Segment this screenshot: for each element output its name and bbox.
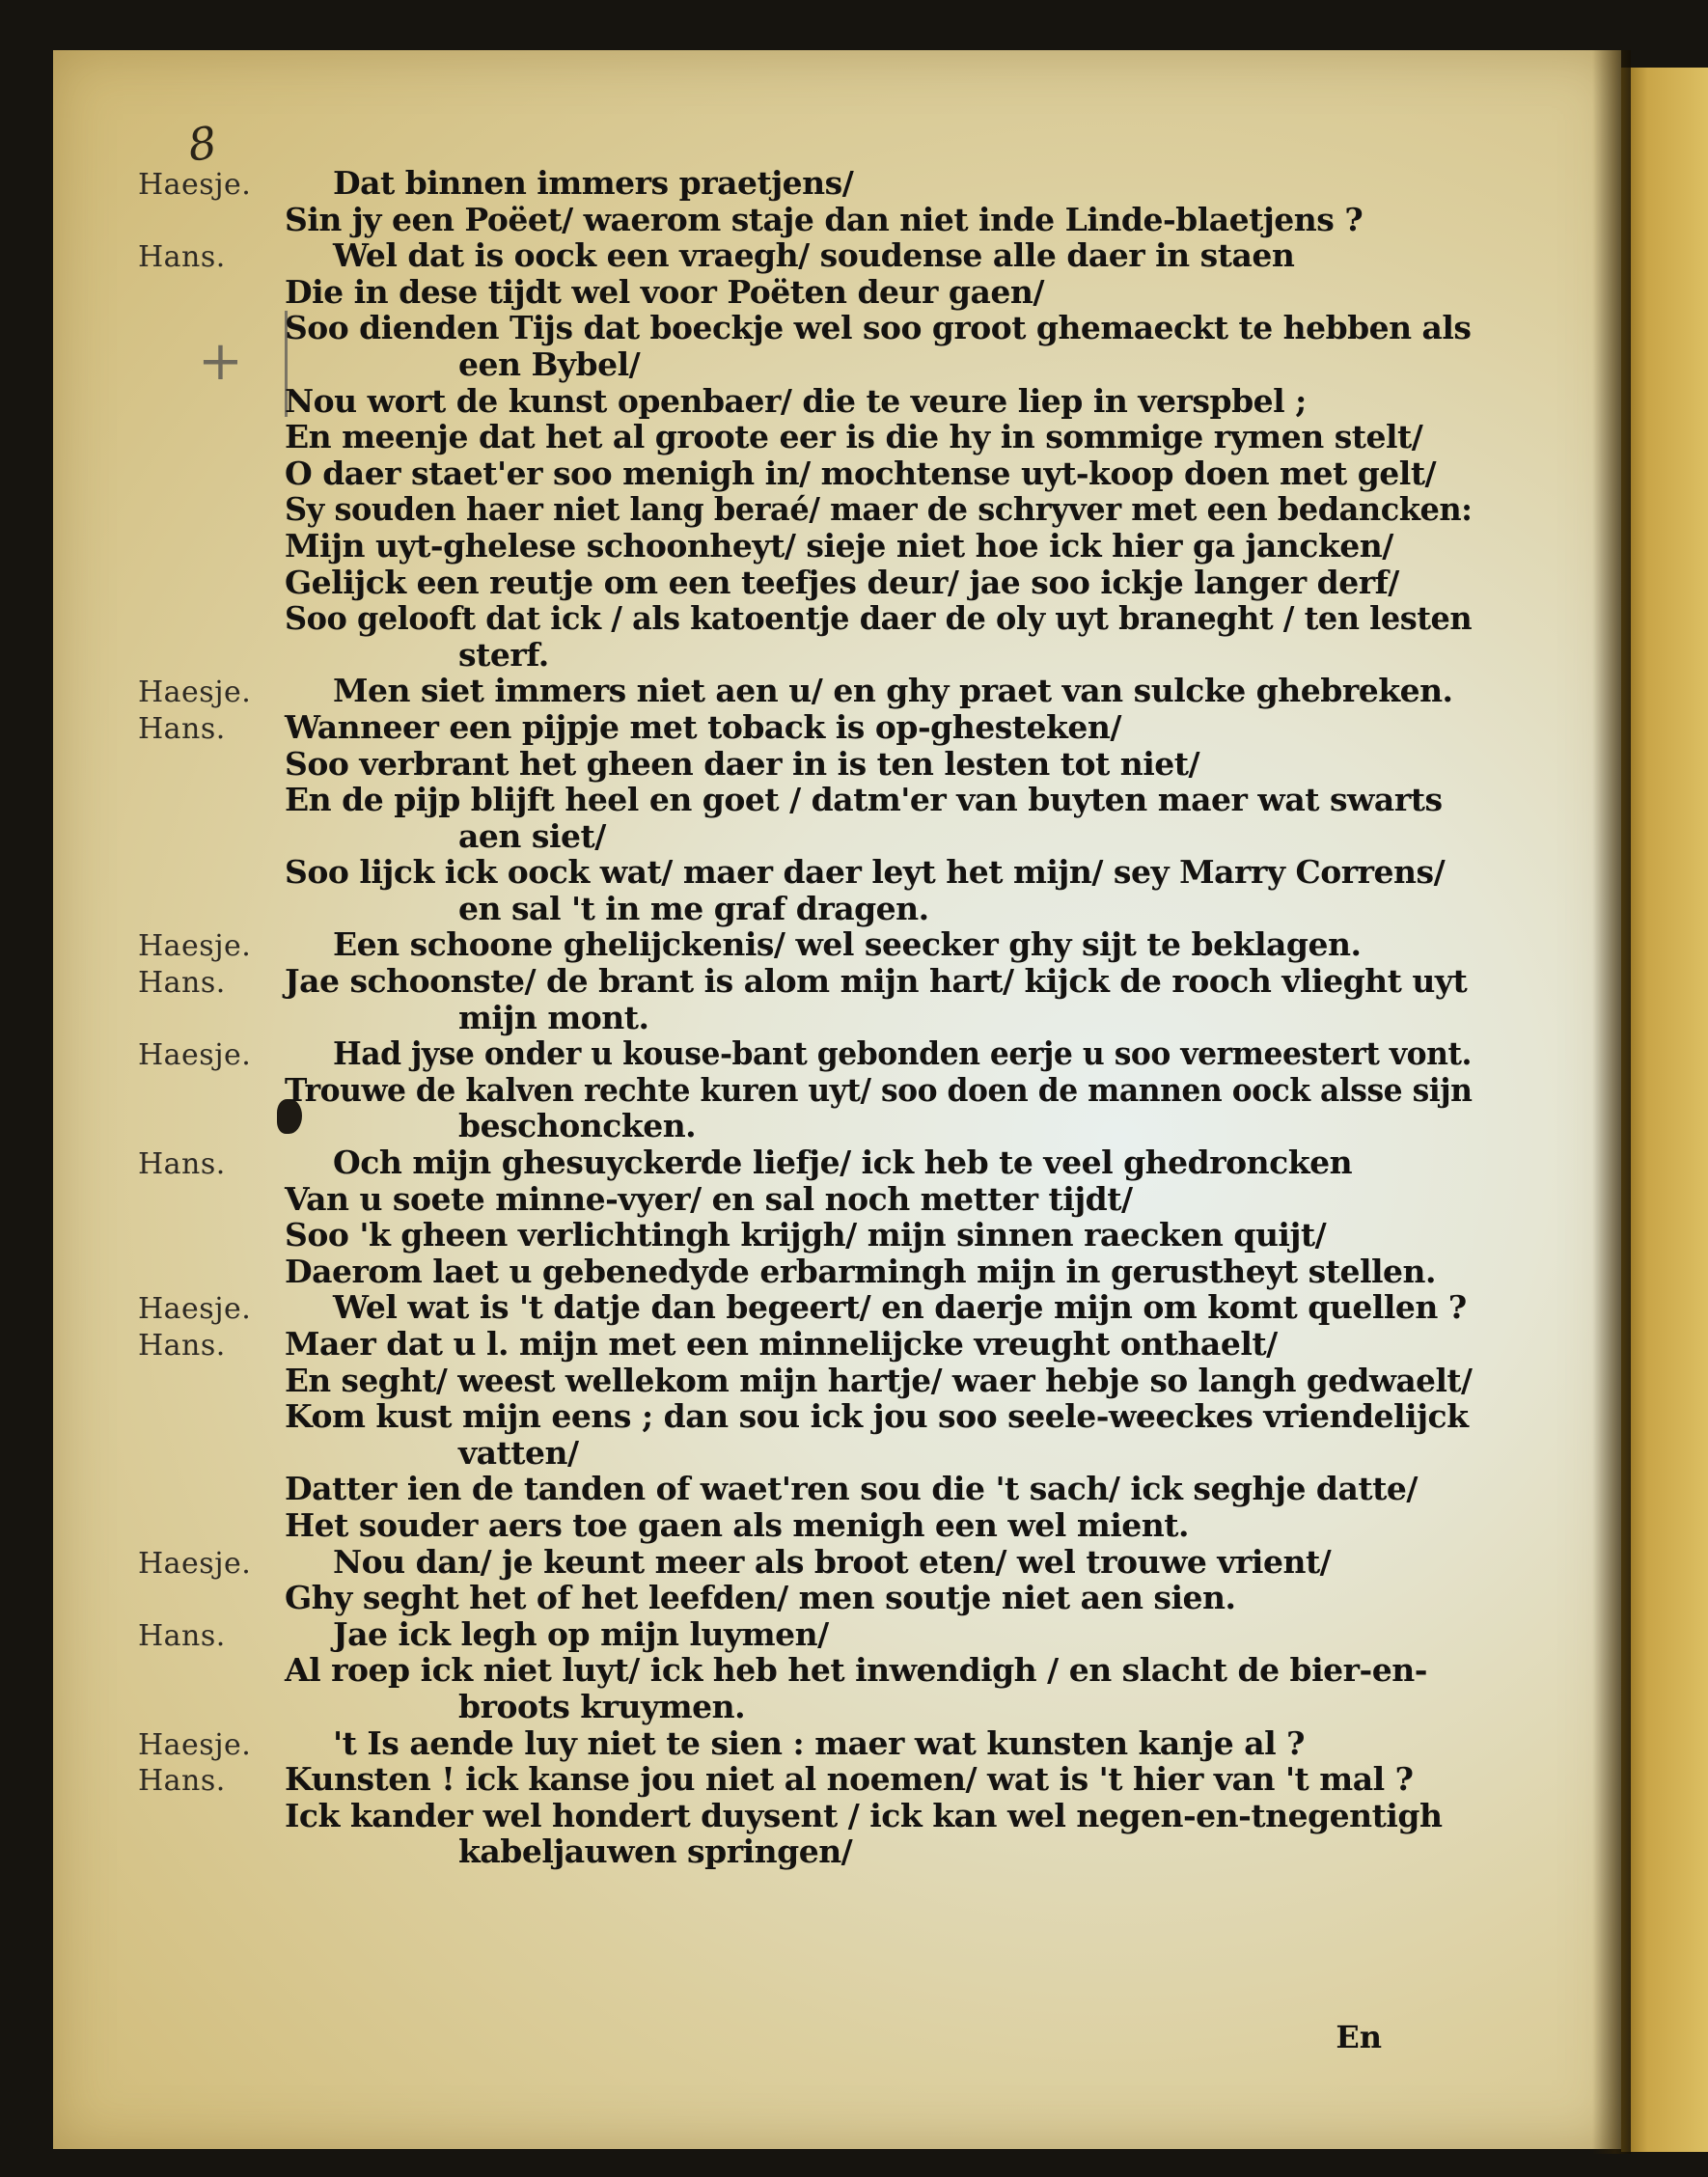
verse-text: Gelijck een reutje om een teefjes deur/ jae soo ickje langer derf/ [285, 563, 1399, 601]
verse-text: Ghy seght het of het leefden/ men soutje niet aen sien. [285, 1579, 1236, 1617]
verse-line [53, 1833, 1621, 1869]
speaker-name: Haesje. [138, 168, 252, 202]
verse-text: Men siet immers niet aen u/ en ghy praet van sulcke ghebreken. [333, 672, 1453, 710]
verse-text: Wel wat is 't datje dan begeert/ en daerje mijn om komt quellen ? [333, 1288, 1467, 1327]
verse-text: beschoncken. [458, 1107, 697, 1145]
speaker-name: Hans. [138, 1618, 226, 1653]
verse-text: Het souder aers toe gaen als menigh een wel mient. [285, 1505, 1189, 1544]
speaker-name: Haesje. [138, 1546, 252, 1581]
verse-text: En seght/ weest wellekom mijn hartje/ waer hebje so langh gedwaelt/ [285, 1361, 1473, 1399]
verse-text: Nou wort de kunst openbaer/ die te veure liep in verspbel ; [285, 381, 1307, 420]
speaker-name: Haesje. [138, 1292, 252, 1327]
speaker-name: Hans. [138, 1764, 226, 1799]
verse-text: Soo lijck ick oock wat/ maer daer leyt het mijn/ sey Marry Correns/ [285, 853, 1446, 892]
verse-line [53, 201, 1621, 237]
verse-line [53, 925, 1621, 962]
verse-text: sterf. [458, 635, 549, 674]
verse-line [53, 781, 1621, 817]
verse-line [53, 1434, 1621, 1471]
speaker-name: Haesje. [138, 929, 252, 964]
verse-text: Al roep ick niet luyt/ ick heb het inwendigh / en slacht de bier-en- [285, 1651, 1427, 1690]
verse-text: En de pijp blijft heel en goet / datm'er van buyten maer wat swarts [285, 781, 1443, 819]
verse-line [53, 599, 1621, 636]
verse-text: Trouwe de kalven rechte kuren uyt/ soo doen de mannen oock alsse sijn [285, 1070, 1473, 1109]
verse-line [53, 236, 1621, 273]
verse-line [53, 1470, 1621, 1506]
verse-text: Mijn uyt-ghelese schoonheyt/ sieje niet hoe ick hier ga jancken/ [285, 526, 1393, 565]
facing-page-edge [1621, 68, 1708, 2152]
verse-line [53, 273, 1621, 310]
speaker-name: Haesje. [138, 675, 252, 710]
verse-line [53, 708, 1621, 745]
verse-text: Dat binnen immers praetjens/ [333, 164, 854, 202]
book-page [53, 50, 1621, 2149]
verse-text: Van u soete minne-vyer/ en sal noch metter tijdt/ [285, 1179, 1133, 1218]
verse-text: aen siet/ [458, 816, 606, 855]
verse-text: Wanneer een pijpje met toback is op-ghesteken/ [285, 707, 1121, 746]
verse-text: O daer staet'er soo menigh in/ mochtense uyt-koop doen met gelt/ [285, 454, 1437, 492]
verse-line [53, 672, 1621, 708]
verse-text: Jae schoonste/ de brant is alom mijn hart/ kijck de rooch vlieght uyt [285, 962, 1468, 1001]
verse-line [53, 1034, 1621, 1071]
book-gutter-shadow [1592, 50, 1631, 2154]
speaker-name: Hans. [138, 1147, 226, 1182]
verse-line [53, 1253, 1621, 1289]
speaker-name: Hans. [138, 1329, 226, 1363]
verse-text: Daerom laet u gebenedyde erbarmingh mijn in gerustheyt stellen. [285, 1252, 1437, 1290]
verse-line [53, 1180, 1621, 1217]
verse-line [53, 1288, 1621, 1325]
verse-text: Soo 'k gheen verlichtingh krijgh/ mijn sinnen raecken quijt/ [285, 1216, 1327, 1254]
verse-text: mijn mont. [458, 998, 649, 1036]
verse-line [53, 1216, 1621, 1253]
verse-text: Och mijn ghesuyckerde liefje/ ick heb te veel ghedroncken [333, 1144, 1353, 1182]
verse-text: Een schoone ghelijckenis/ wel seecker ghy sijt te beklagen. [333, 925, 1362, 964]
verse-line [53, 1797, 1621, 1833]
verse-line [53, 382, 1621, 419]
verse-text: Die in dese tijdt wel voor Poëten deur gaen/ [285, 272, 1044, 311]
verse-line [53, 1543, 1621, 1580]
verse-text: kabeljauwen springen/ [458, 1833, 853, 1871]
verse-line [53, 309, 1621, 345]
verse-text: broots kruymen. [458, 1687, 746, 1725]
verse-text: Sy souden haer niet lang beraé/ maer de schryver met een bedancken: [285, 490, 1473, 529]
verse-text: Had jyse onder u kouse-bant gebonden eerje u soo vermeestert vont. [333, 1034, 1472, 1073]
verse-text: vatten/ [458, 1433, 579, 1472]
verse-text: Maer dat u l. mijn met een minnelijcke vreught onthaelt/ [285, 1325, 1278, 1363]
verse-line [53, 817, 1621, 854]
verse-text: een Bybel/ [458, 344, 641, 383]
verse-line [53, 1144, 1621, 1180]
verse-text: Jae ick legh op mijn luymen/ [333, 1614, 829, 1653]
verse-line [53, 1760, 1621, 1797]
verse-line [53, 1651, 1621, 1688]
verse-text: 't Is aende luy niet te sien : maer wat kunsten kanje al ? [333, 1723, 1305, 1762]
verse-text: Ick kander wel hondert duysent / ick kan wel negen-en-tnegentigh [285, 1796, 1443, 1834]
catchword: En [1336, 2019, 1382, 2055]
verse-line [53, 455, 1621, 491]
margin-annotation-cross: + [198, 330, 243, 393]
verse-line [53, 490, 1621, 527]
verse-line [53, 418, 1621, 455]
verse-line [53, 1362, 1621, 1398]
page-number: 8 [184, 116, 220, 172]
verse-line [53, 164, 1621, 201]
verse-line [53, 1688, 1621, 1724]
verse-text: Wel dat is oock een vraegh/ soudense alle daer in staen [333, 236, 1295, 275]
verse-line [53, 345, 1621, 382]
text-block [53, 164, 1621, 1869]
verse-text: Kom kust mijn eens ; dan sou ick jou soo seele-weeckes vriendelijck [285, 1397, 1469, 1436]
verse-line [53, 1506, 1621, 1543]
speaker-name: Hans. [138, 240, 226, 275]
verse-line [53, 1071, 1621, 1108]
verse-line [53, 853, 1621, 890]
verse-text: Soo verbrant het gheen daer in is ten lesten tot niet/ [285, 744, 1200, 783]
verse-line [53, 1579, 1621, 1615]
verse-text: Datter ien de tanden of waet'ren sou die 't sach/ ick seghje datte/ [285, 1470, 1418, 1508]
verse-text: Kunsten ! ick kanse jou niet al noemen/ wat is 't hier van 't mal ? [285, 1760, 1414, 1799]
verse-line [53, 890, 1621, 926]
speaker-name: Hans. [138, 966, 226, 1001]
verse-line [53, 999, 1621, 1035]
verse-text: Nou dan/ je keunt meer als broot eten/ wel trouwe vrient/ [333, 1542, 1332, 1581]
verse-text: Soo gelooft dat ick / als katoentje daer de oly uyt braneght / ten lesten [285, 599, 1473, 638]
verse-line [53, 1107, 1621, 1144]
verse-line [53, 1397, 1621, 1434]
verse-text: Soo dienden Tijs dat boeckje wel soo groot ghemaeckt te hebben als [285, 309, 1472, 347]
verse-text: en sal 't in me graf dragen. [458, 889, 929, 927]
verse-text: En meenje dat het al groote eer is die hy in sommige rymen stelt/ [285, 418, 1423, 456]
verse-line [53, 564, 1621, 600]
verse-line [53, 1325, 1621, 1362]
verse-line [53, 527, 1621, 564]
verse-line [53, 962, 1621, 999]
speaker-name: Haesje. [138, 1038, 252, 1073]
verse-line [53, 636, 1621, 673]
verse-line [53, 1615, 1621, 1652]
speaker-name: Haesje. [138, 1727, 252, 1762]
speaker-name: Hans. [138, 711, 226, 746]
verse-line [53, 745, 1621, 782]
verse-line [53, 1724, 1621, 1761]
verse-text: Sin jy een Poëet/ waerom staje dan niet inde Linde-blaetjens ? [285, 200, 1364, 238]
